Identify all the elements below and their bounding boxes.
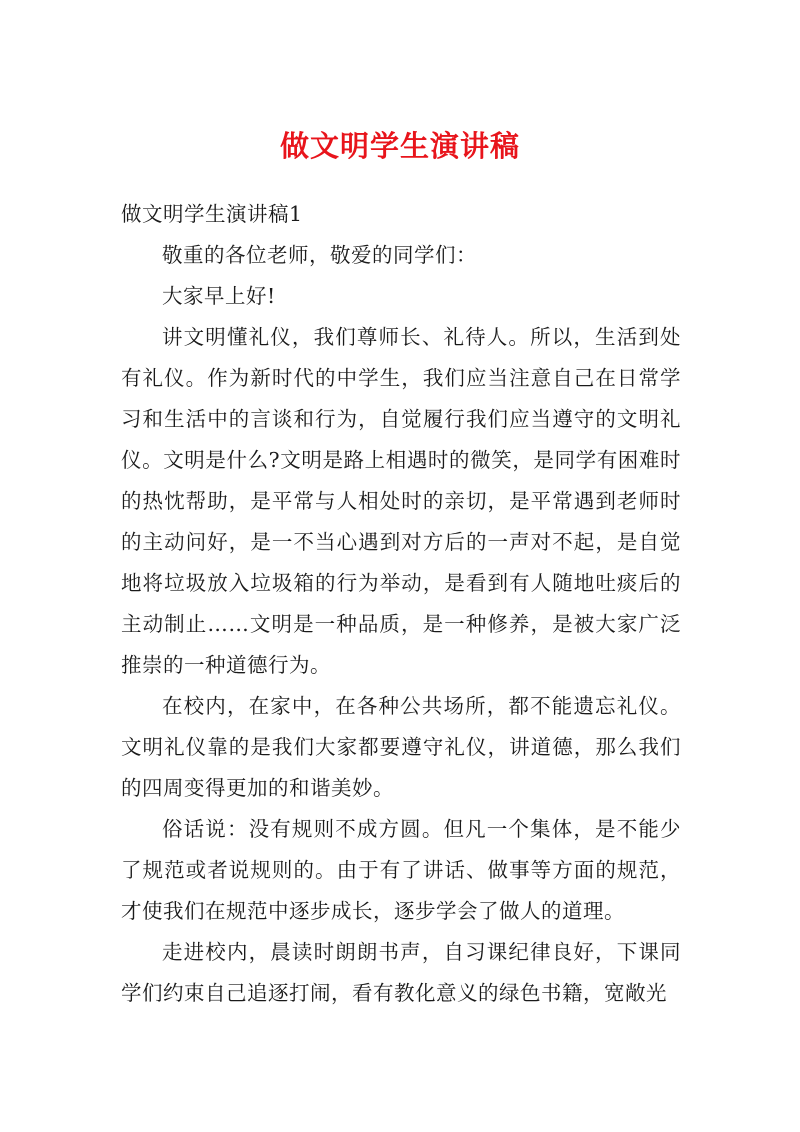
document-body bbox=[121, 194, 681, 1014]
paragraph-civility: 讲文明懂礼仪，我们尊师长、礼待人。所以，生活到处有礼仪。作为新时代的中学生，我们应当注意自己在日常学习和生活中的言谈和行为，自觉履行我们应当遵守的文明礼仪。文明是什么?文明是路上相遇时的微笑，是同学有困难时的热忱帮助，是平常与人相处时的亲切，是平常遇到老师时的主动问好，是一不当心遇到对方后的一声对不起，是自觉地将垃圾放入垃圾箱的行为举动，是看到有人随地吐痰后的主动制止……文明是一种品质，是一种修养，是被大家广泛推崇的一种道德行为。 bbox=[121, 325, 681, 677]
paragraph-morning: 大家早上好! bbox=[162, 284, 276, 308]
document-title: 做文明学生演讲稿 bbox=[279, 129, 520, 163]
paragraph-campus: 走进校内，晨读时朗朗书声，自习课纪律良好，下课同学们约束自己追逐打闹，看有教化意义的绿色书籍，宽敞光 bbox=[121, 940, 681, 1005]
paragraph-rules: 俗话说：没有规则不成方圆。但凡一个集体，是不能少了规范或者说规则的。由于有了讲话、做事等方面的规范，才使我们在规范中逐步成长，逐步学会了做人的道理。 bbox=[121, 817, 681, 923]
paragraph-etiquette: 在校内，在家中，在各种公共场所，都不能遗忘礼仪。文明礼仪靠的是我们大家都要遵守礼仪，讲道德，那么我们的四周变得更加的和谐美妙。 bbox=[121, 694, 681, 800]
speech-subtitle: 做文明学生演讲稿1 bbox=[121, 202, 303, 226]
paragraph-greeting: 敬重的各位老师，敬爱的同学们： bbox=[162, 243, 477, 267]
